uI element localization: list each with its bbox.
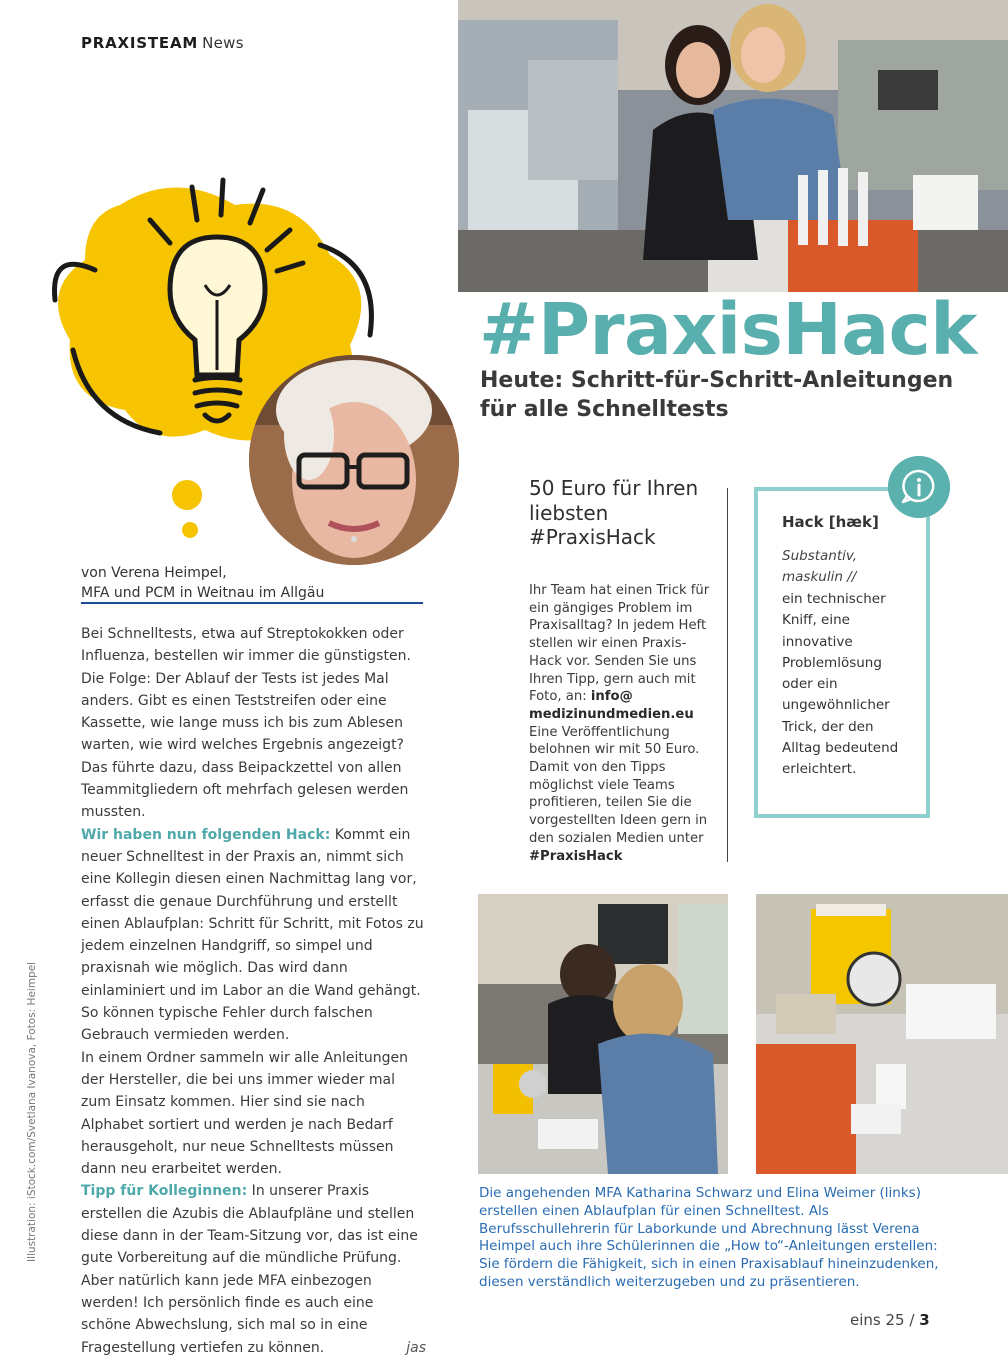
divider <box>81 602 423 604</box>
photo-credit: Illustration: iStock.com/Svetlana Ivanova, Fotos: Heimpel <box>26 961 38 1262</box>
paragraph: Bei Schnelltests, etwa auf Streptokokken oder Influenza, bestellen wir immer die günstigsten. Die Folge: Der Ablauf der Tests ist jedes Mal anders. Gibt es einen Teststreifen oder eine Kassette, wie lange muss ich bis zum Ablesen warten, wie wird welches Ergebnis angezeigt? Das führte dazu, dass Beipackzettel von allen Teammitgliedern oft mehrfach gelesen werden mussten. <box>81 626 411 821</box>
page-number: 3 <box>919 1311 930 1329</box>
photo-caption: Die angehenden MFA Katharina Schwarz und Elina Weimer (links) erstellen einen Ablaufplan für einen Schnelltest. Als Berufsschullehrerin für Laborkunde und Abrechnung lässt Verena Heimpel auch ihre Schülerinnen die „How to“-Anleitungen erstellen: Sie fördern die Fähigkeit, sich in einen Praxisablauf hineinzudenken, diesen verständlich weiterzugeben und zu präsentieren. <box>479 1185 939 1290</box>
photo-right-illustration <box>756 894 1008 1174</box>
page-title: #PraxisHack <box>479 288 977 371</box>
hero-photo-illustration <box>458 0 1008 292</box>
highlight-lead: Tipp für Kolleginnen: <box>81 1183 248 1200</box>
definition-grammar: Substantiv, maskulin // <box>782 548 858 586</box>
page-footer <box>850 1311 930 1329</box>
photo-left-illustration <box>478 894 728 1174</box>
author-role: MFA und PCM in Weitnau im Allgäu <box>81 585 325 601</box>
author-portrait <box>249 355 459 565</box>
photo-test-equipment <box>756 894 1008 1174</box>
definition-text: ein technischer Kniff, eine innovative Problemlösung oder ein ungewöhnlicher Trick, der den Alltag bedeutend erleichtert. <box>782 591 899 778</box>
paragraph-text: In unserer Praxis erstellen die Azubis die Ablaufpläne und stellen diese dann in der Team-Sitzung vor, das ist eine gute Vorbereitung auf die mündliche Prüfung. Aber natürlich kann jede MFA einbezogen werden! Ich persönlich finde es auch eine schöne Abwechslung, sich mal so in eine Fragestellung vertiefen zu können. <box>81 1183 418 1356</box>
section-header <box>81 34 244 52</box>
author-byline <box>81 563 324 603</box>
email-part: medizinundmedien.eu <box>529 706 694 722</box>
author-name: von Verena Heimpel, <box>81 565 227 581</box>
paragraph: In einem Ordner sammeln wir alle Anleitungen der Hersteller, die bei uns immer wieder mal zum Einsatz kommen. Hier sind sie nach Alphabet sortiert und werden je nach Bedarf herausgeholt, nur neue Schnelltests müssen dann neu erarbeitet werden. <box>81 1049 409 1178</box>
magazine-issue: eins 25 / <box>850 1311 915 1329</box>
promo-text-intro: Ihr Team hat einen Trick für ein gängiges Problem im Praxisalltag? In jedem Heft stellen wir einen Praxis-Hack vor. Senden Sie uns Ihren Tipp, gern auch mit Foto, an: <box>529 583 710 705</box>
page-subtitle: Heute: Schritt-für-Schritt-Anleitungen für alle Schnelltests <box>480 368 954 422</box>
paragraph <box>81 1180 426 1358</box>
article-body <box>81 623 426 1359</box>
promo-title: 50 Euro für Ihren liebsten #PraxisHack <box>529 476 699 549</box>
photo-students-working <box>478 894 728 1174</box>
paragraph <box>81 824 426 1047</box>
email-part: info@ <box>590 689 633 705</box>
signature: jas <box>406 1339 426 1356</box>
info-icon <box>888 456 950 518</box>
author-photo <box>249 355 459 565</box>
hero-photo <box>458 0 1008 292</box>
paragraph-text: Kommt ein neuer Schnelltest in der Praxis an, nimmt sich eine Kollegin diesen einen Nachmittag lang vor, erfasst die genaue Durchführung und erstellt einen Ablaufplan: Schritt für Schritt, mit Fotos zu jedem einzelnen Handgriff, so simpel und praxisnah wie möglich. Das wird dann einlaminiert und im Labor an die Wand gehängt. So können typische Fehler durch falschen Gebrauch vermieden werden. <box>81 826 424 1044</box>
subsection-name: News <box>202 34 244 52</box>
highlight-lead: Wir haben nun folgenden Hack: <box>81 826 331 843</box>
info-bubble-icon <box>888 456 950 518</box>
promo-text <box>529 582 714 865</box>
promo-text-outro: Eine Veröffentlichung belohnen wir mit 50 Euro. Damit von den Tipps möglichst viele Teams profitieren, teilen Sie die vorgestellten Ideen gern in den sozialen Medien unter <box>529 724 708 846</box>
column-divider <box>727 488 728 862</box>
hashtag: #PraxisHack <box>529 848 623 864</box>
section-name: PRAXISTEAM <box>81 34 199 52</box>
definition-headword: Hack [hæk] <box>782 513 879 531</box>
